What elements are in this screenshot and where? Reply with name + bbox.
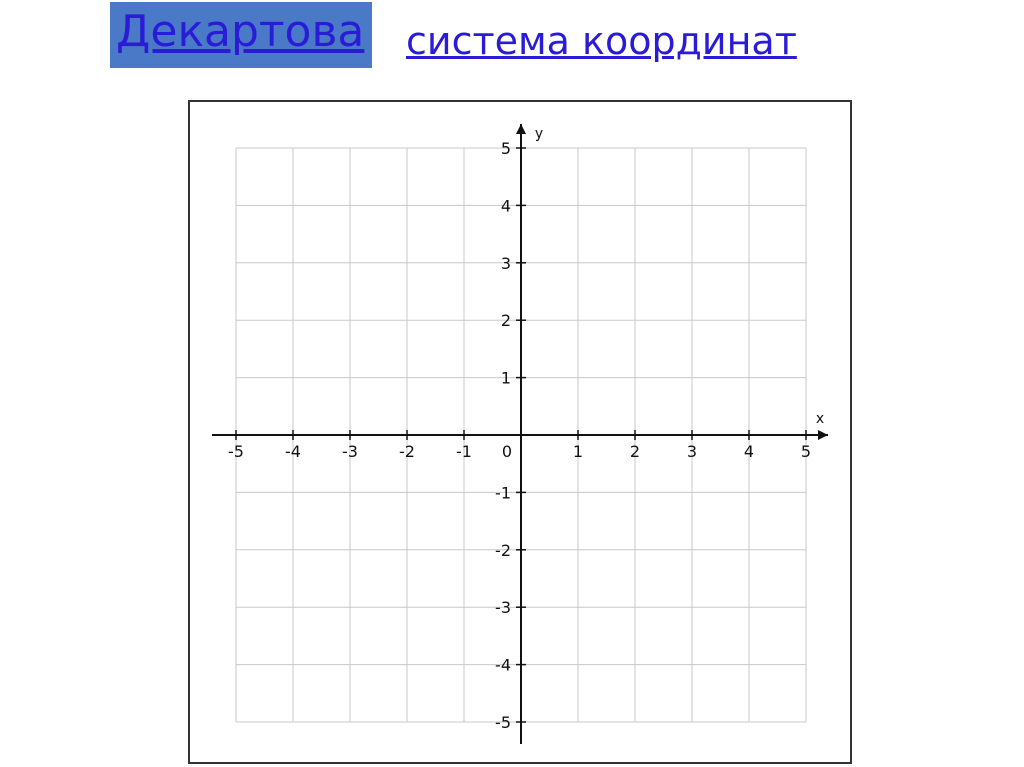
y-axis-label: y xyxy=(534,126,544,142)
y-tick-label: 5 xyxy=(500,139,511,158)
x-tick-label: -3 xyxy=(342,442,358,461)
y-tick-label: -1 xyxy=(495,483,511,503)
y-tick-label: -2 xyxy=(495,540,511,560)
x-tick-label: -4 xyxy=(285,442,301,461)
y-tick-label: -5 xyxy=(495,713,511,732)
y-tick-label: 1 xyxy=(500,368,511,388)
x-tick-label: 0 xyxy=(501,442,513,461)
axes xyxy=(212,124,828,744)
y-tick-label: -3 xyxy=(495,598,511,618)
x-tick-label: 4 xyxy=(743,442,755,461)
x-tick-label: 1 xyxy=(572,442,584,461)
title-highlighted-word[interactable]: Декартова xyxy=(110,2,372,68)
y-tick-label: -4 xyxy=(495,655,511,675)
x-tick-label: 2 xyxy=(629,442,641,461)
chart-frame xyxy=(188,100,852,764)
x-axis-arrow xyxy=(818,430,828,440)
tick-labels xyxy=(228,126,824,732)
y-axis-arrow xyxy=(516,124,526,134)
coordinate-plane xyxy=(190,102,850,762)
x-tick-label: 5 xyxy=(800,442,812,461)
title-rest[interactable]: система координат xyxy=(406,19,797,63)
y-tick-label: 2 xyxy=(500,311,511,331)
y-tick-label: 3 xyxy=(500,253,511,273)
y-tick-label: 4 xyxy=(500,196,511,216)
x-tick-label: -2 xyxy=(399,442,415,461)
x-axis-label: x xyxy=(815,411,825,427)
x-tick-label: -1 xyxy=(456,442,472,461)
x-tick-label: -5 xyxy=(228,442,244,461)
x-tick-label: 3 xyxy=(686,442,698,461)
title-link[interactable] xyxy=(110,2,830,68)
